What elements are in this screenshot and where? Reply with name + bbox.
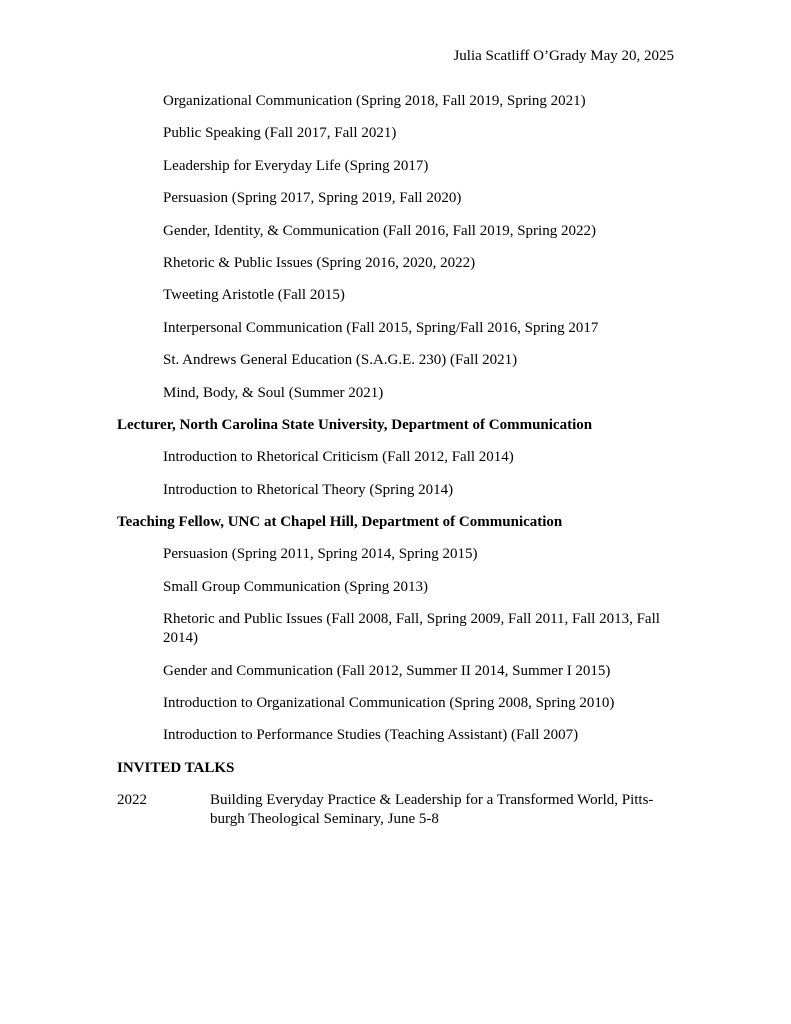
course-item: Persuasion (Spring 2011, Spring 2014, Spring 2015) (163, 546, 478, 563)
course-item: Introduction to Performance Studies (Teaching Assistant) (Fall 2007) (163, 727, 579, 744)
course-item: Public Speaking (Fall 2017, Fall 2021) (163, 125, 397, 142)
invited-talks-heading: INVITED TALKS (117, 759, 235, 776)
course-item: Introduction to Organizational Communication (Spring 2008, Spring 2010) (163, 695, 615, 712)
course-item: Gender, Identity, & Communication (Fall 2016, Fall 2019, Spring 2022) (163, 222, 596, 239)
course-item: St. Andrews General Education (S.A.G.E. 230) (Fall 2021) (163, 352, 518, 369)
course-list-ncsu (117, 448, 677, 499)
course-item: Persuasion (Spring 2017, Spring 2019, Fall 2020) (163, 190, 462, 207)
author-date: Julia Scatliff O’Grady May 20, 2025 (453, 48, 674, 64)
section-heading-ncsu: Lecturer, North Carolina State University, Department of Communication (117, 416, 593, 433)
course-item: Organizational Communication (Spring 2018, Fall 2019, Spring 2021) (163, 93, 586, 109)
course-item: Introduction to Rhetorical Criticism (Fall 2012, Fall 2014) (163, 449, 514, 466)
course-item: Tweeting Aristotle (Fall 2015) (163, 287, 345, 304)
course-item: Rhetoric & Public Issues (Spring 2016, 2020, 2022) (163, 254, 476, 271)
course-item: Mind, Body, & Soul (Summer 2021) (163, 384, 384, 401)
course-item: Rhetoric and Public Issues (Fall 2008, Fall, Spring 2009, Fall 2011, Fall 2013, Fall 2014) (163, 611, 660, 647)
talk-year: 2022 (117, 791, 147, 808)
course-item: Interpersonal Communication (Fall 2015, Spring/Fall 2016, Spring 2017 (163, 319, 599, 336)
course-list-unc (117, 545, 677, 745)
course-item: Small Group Communication (Spring 2013) (163, 578, 428, 595)
talk-entry (117, 791, 677, 829)
course-item: Leadership for Everyday Life (Spring 2017) (163, 157, 429, 174)
section-heading-unc: Teaching Fellow, UNC at Chapel Hill, Department of Communication (117, 514, 563, 531)
course-list-a (117, 92, 677, 403)
cv-content (117, 92, 677, 829)
course-item: Introduction to Rhetorical Theory (Spring 2014) (163, 481, 454, 498)
page-header (453, 47, 674, 66)
talk-description: Building Everyday Practice & Leadership for a Transformed World, Pitts-burgh Theological Seminary, June 5-8 (210, 791, 654, 827)
course-item: Gender and Communication (Fall 2012, Summer II 2014, Summer I 2015) (163, 662, 611, 679)
